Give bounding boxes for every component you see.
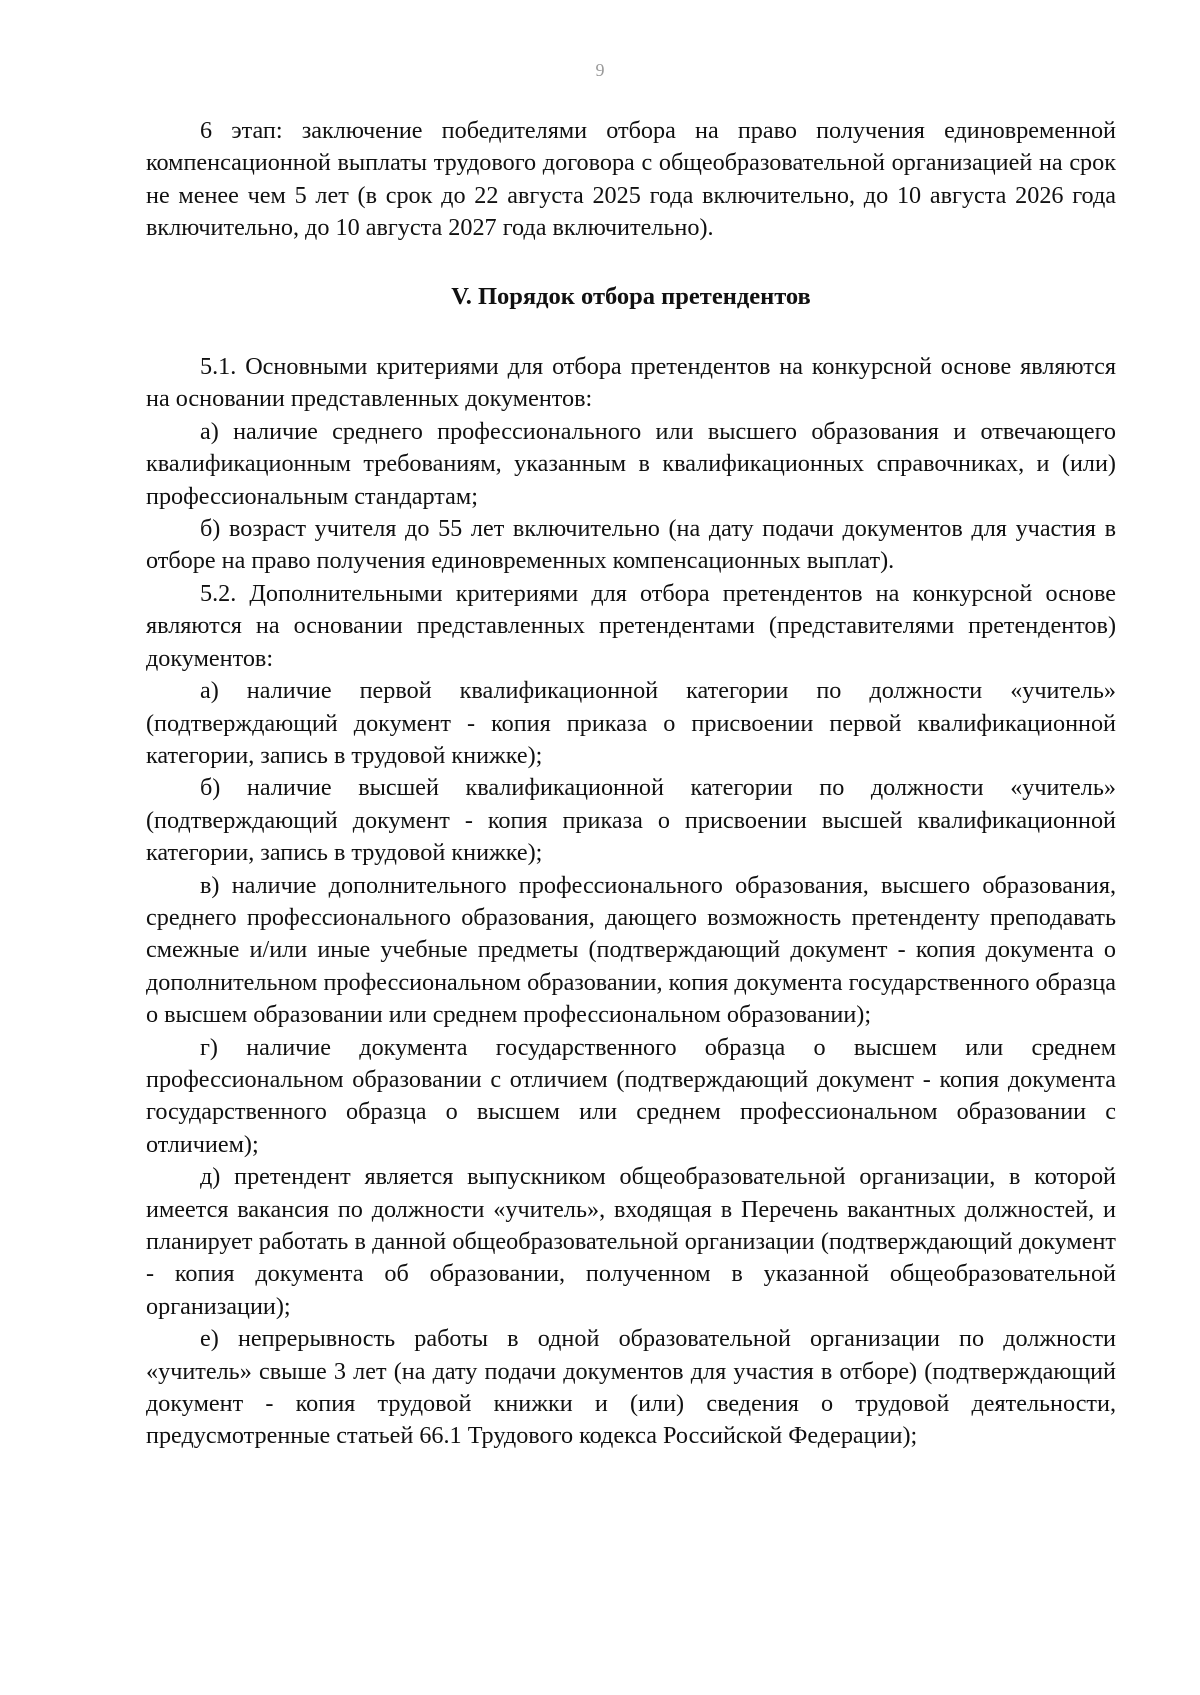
section-title: V. Порядок отбора претендентов [451,282,811,310]
page-number: 9 [595,60,605,80]
paragraph-5-2-g: г) наличие документа государственного образца о высшем или среднем профессиональном образовании с отличием (подтверждающий документ - копия документа государственного образца о высшем или среднем профессиональном образовании с отличием); [146,1033,1116,1158]
paragraph-stage-6: 6 этап: заключение победителями отбора на право получения единовременной компенсационной выплаты трудового договора с общеобразовательной организацией на срок не менее чем 5 лет (в срок до 22 августа 2025 года включительно, до 10 августа 2026 года включительно, до 10 августа 2027 года включительно). [146,117,1116,242]
paragraph-5-2: 5.2. Дополнительными критериями для отбора претендентов на конкурсной основе являются на основании представленных претендентами (представителями претендентов) документов: [146,579,1116,672]
paragraph-5-1: 5.1. Основными критериями для отбора претендентов на конкурсной основе являются на основании представленных документов: [146,353,1116,413]
paragraph-5-2-a: а) наличие первой квалификационной категории по должности «учитель» (подтверждающий документ - копия приказа о присвоении первой квалификационной категории, запись в трудовой книжке); [146,677,1116,769]
paragraph-5-1-a: а) наличие среднего профессионального или высшего образования и отвечающего квалификационным требованиям, указанным в квалификационных справочниках, и (или) профессиональным стандартам; [146,417,1116,510]
document-body [146,115,1116,1453]
paragraph-5-1-b: б) возраст учителя до 55 лет включительно (на дату подачи документов для участия в отборе на право получения единовременных компенсационных выплат). [146,515,1116,575]
paragraph-5-2-b: б) наличие высшей квалификационной категории по должности «учитель» (подтверждающий документ - копия приказа о присвоении высшей квалификационной категории, запись в трудовой книжке); [146,774,1116,867]
paragraph-5-2-v: в) наличие дополнительного профессионального образования, высшего образования, среднего профессионального образования, дающего возможность претенденту преподавать смежные и/или иные учебные предметы (подтверждающий документ - копия документа о дополнительном профессиональном образовании, копия документа государственного образца о высшем образовании или среднем профессиональном образовании); [146,871,1116,1029]
paragraph-5-2-d: д) претендент является выпускником общеобразовательной организации, в которой имеется вакансия по должности «учитель», входящая в Перечень вакантных должностей, и планирует работать в данной общеобразовательной организации (подтверждающий документ - копия документа об образовании, полученном в указанной общеобразовательной организации); [146,1163,1116,1320]
paragraph-5-2-e: е) непрерывность работы в одной образовательной организации по должности «учитель» свыше 3 лет (на дату подачи документов для участия в отборе) (подтверждающий документ - копия трудовой книжки и (или) сведения о трудовой деятельности, предусмотренные статьей 66.1 Трудового кодекса Российской Федерации); [146,1325,1116,1450]
